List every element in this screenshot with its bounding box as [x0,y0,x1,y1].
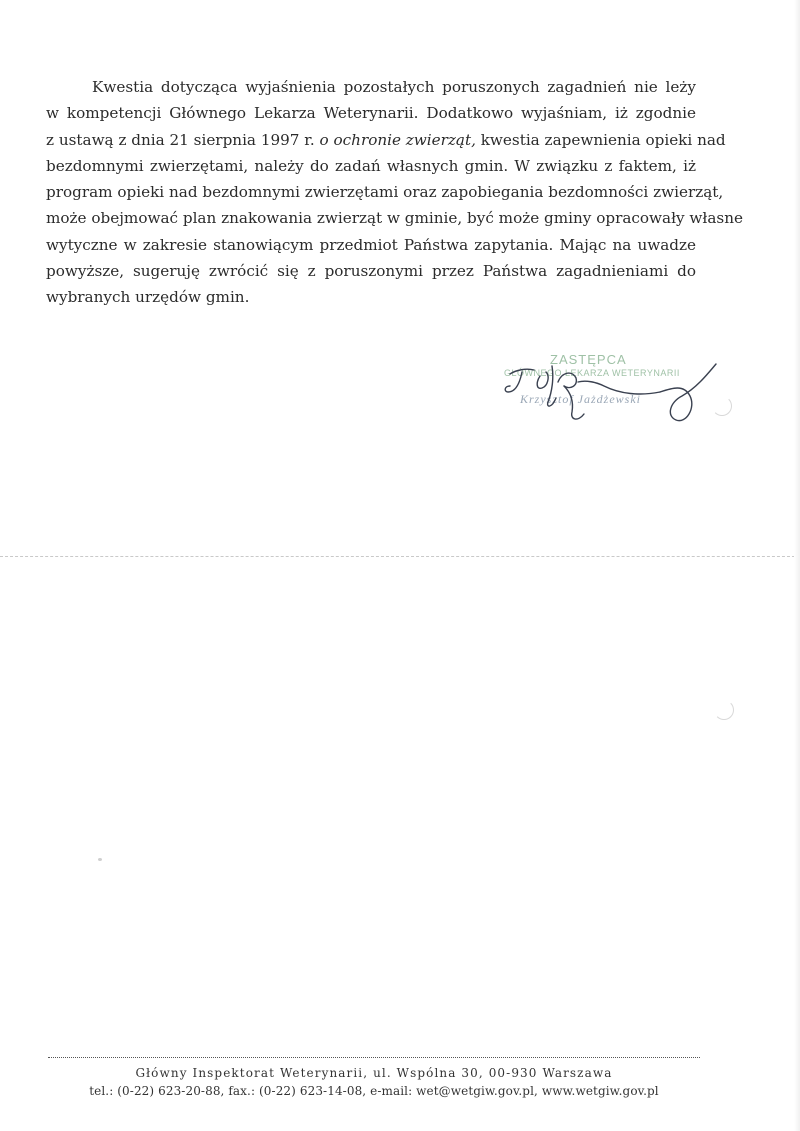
footer-contact: tel.: (0-22) 623-20-88, fax.: (0-22) 623-14-08, e-mail: wet@wetgiw.gov.pl, www.wetgiw.gov.pl [89,1084,659,1098]
footer-address: Główny Inspektorat Weterynarii, ul. Wspólna 30, 00-930 Warszawa [135,1066,613,1080]
body-line-part: z ustawą z dnia 21 sierpnia 1997 r. [46,130,315,149]
letter-body [46,74,743,311]
body-line: Kwestia dotycząca wyjaśnienia pozostałych poruszonych zagadnień nie leży [92,78,696,96]
footer-rule [48,1057,700,1058]
act-title: o ochronie zwierząt, [319,130,476,149]
stamp-name: Krzysztof Jażdżewski [520,392,642,406]
body-line: wybranych urzędów gmin. [46,288,250,307]
stamp-title: ZASTĘPCA [550,352,627,367]
stamp-organization: GŁÓWNEGO LEKARZA WETERYNARII [504,368,680,378]
body-line: może obejmować plan znakowania zwierząt w gminie, być może gminy opracowały własne [46,209,743,228]
handwritten-signature [500,352,730,432]
letterhead-footer [48,1064,700,1099]
body-line: bezdomnymi zwierzętami, należy do zadań własnych gmin. W związku z faktem, iż [46,156,696,175]
body-line: program opieki nad bezdomnymi zwierzętami oraz zapobiegania bezdomności zwierząt, [46,183,724,202]
paper-speck [98,858,102,861]
body-line: wytyczne w zakresie stanowiącym przedmiot Państwa zapytania. Mając na uwadze [46,235,696,254]
body-line-with-act-title [46,127,726,153]
body-line: powyższe, sugeruję zwrócić się z poruszonymi przez Państwa zagadnieniami do [46,262,696,281]
body-line-part: kwestia zapewnienia opieki nad [480,130,726,149]
fold-line [0,556,800,557]
punch-hole-mark [712,396,732,416]
scan-edge [794,0,800,1131]
punch-hole-mark [714,700,734,720]
body-line: w kompetencji Głównego Lekarza Weterynarii. Dodatkowo wyjaśniam, iż zgodnie [46,104,696,123]
